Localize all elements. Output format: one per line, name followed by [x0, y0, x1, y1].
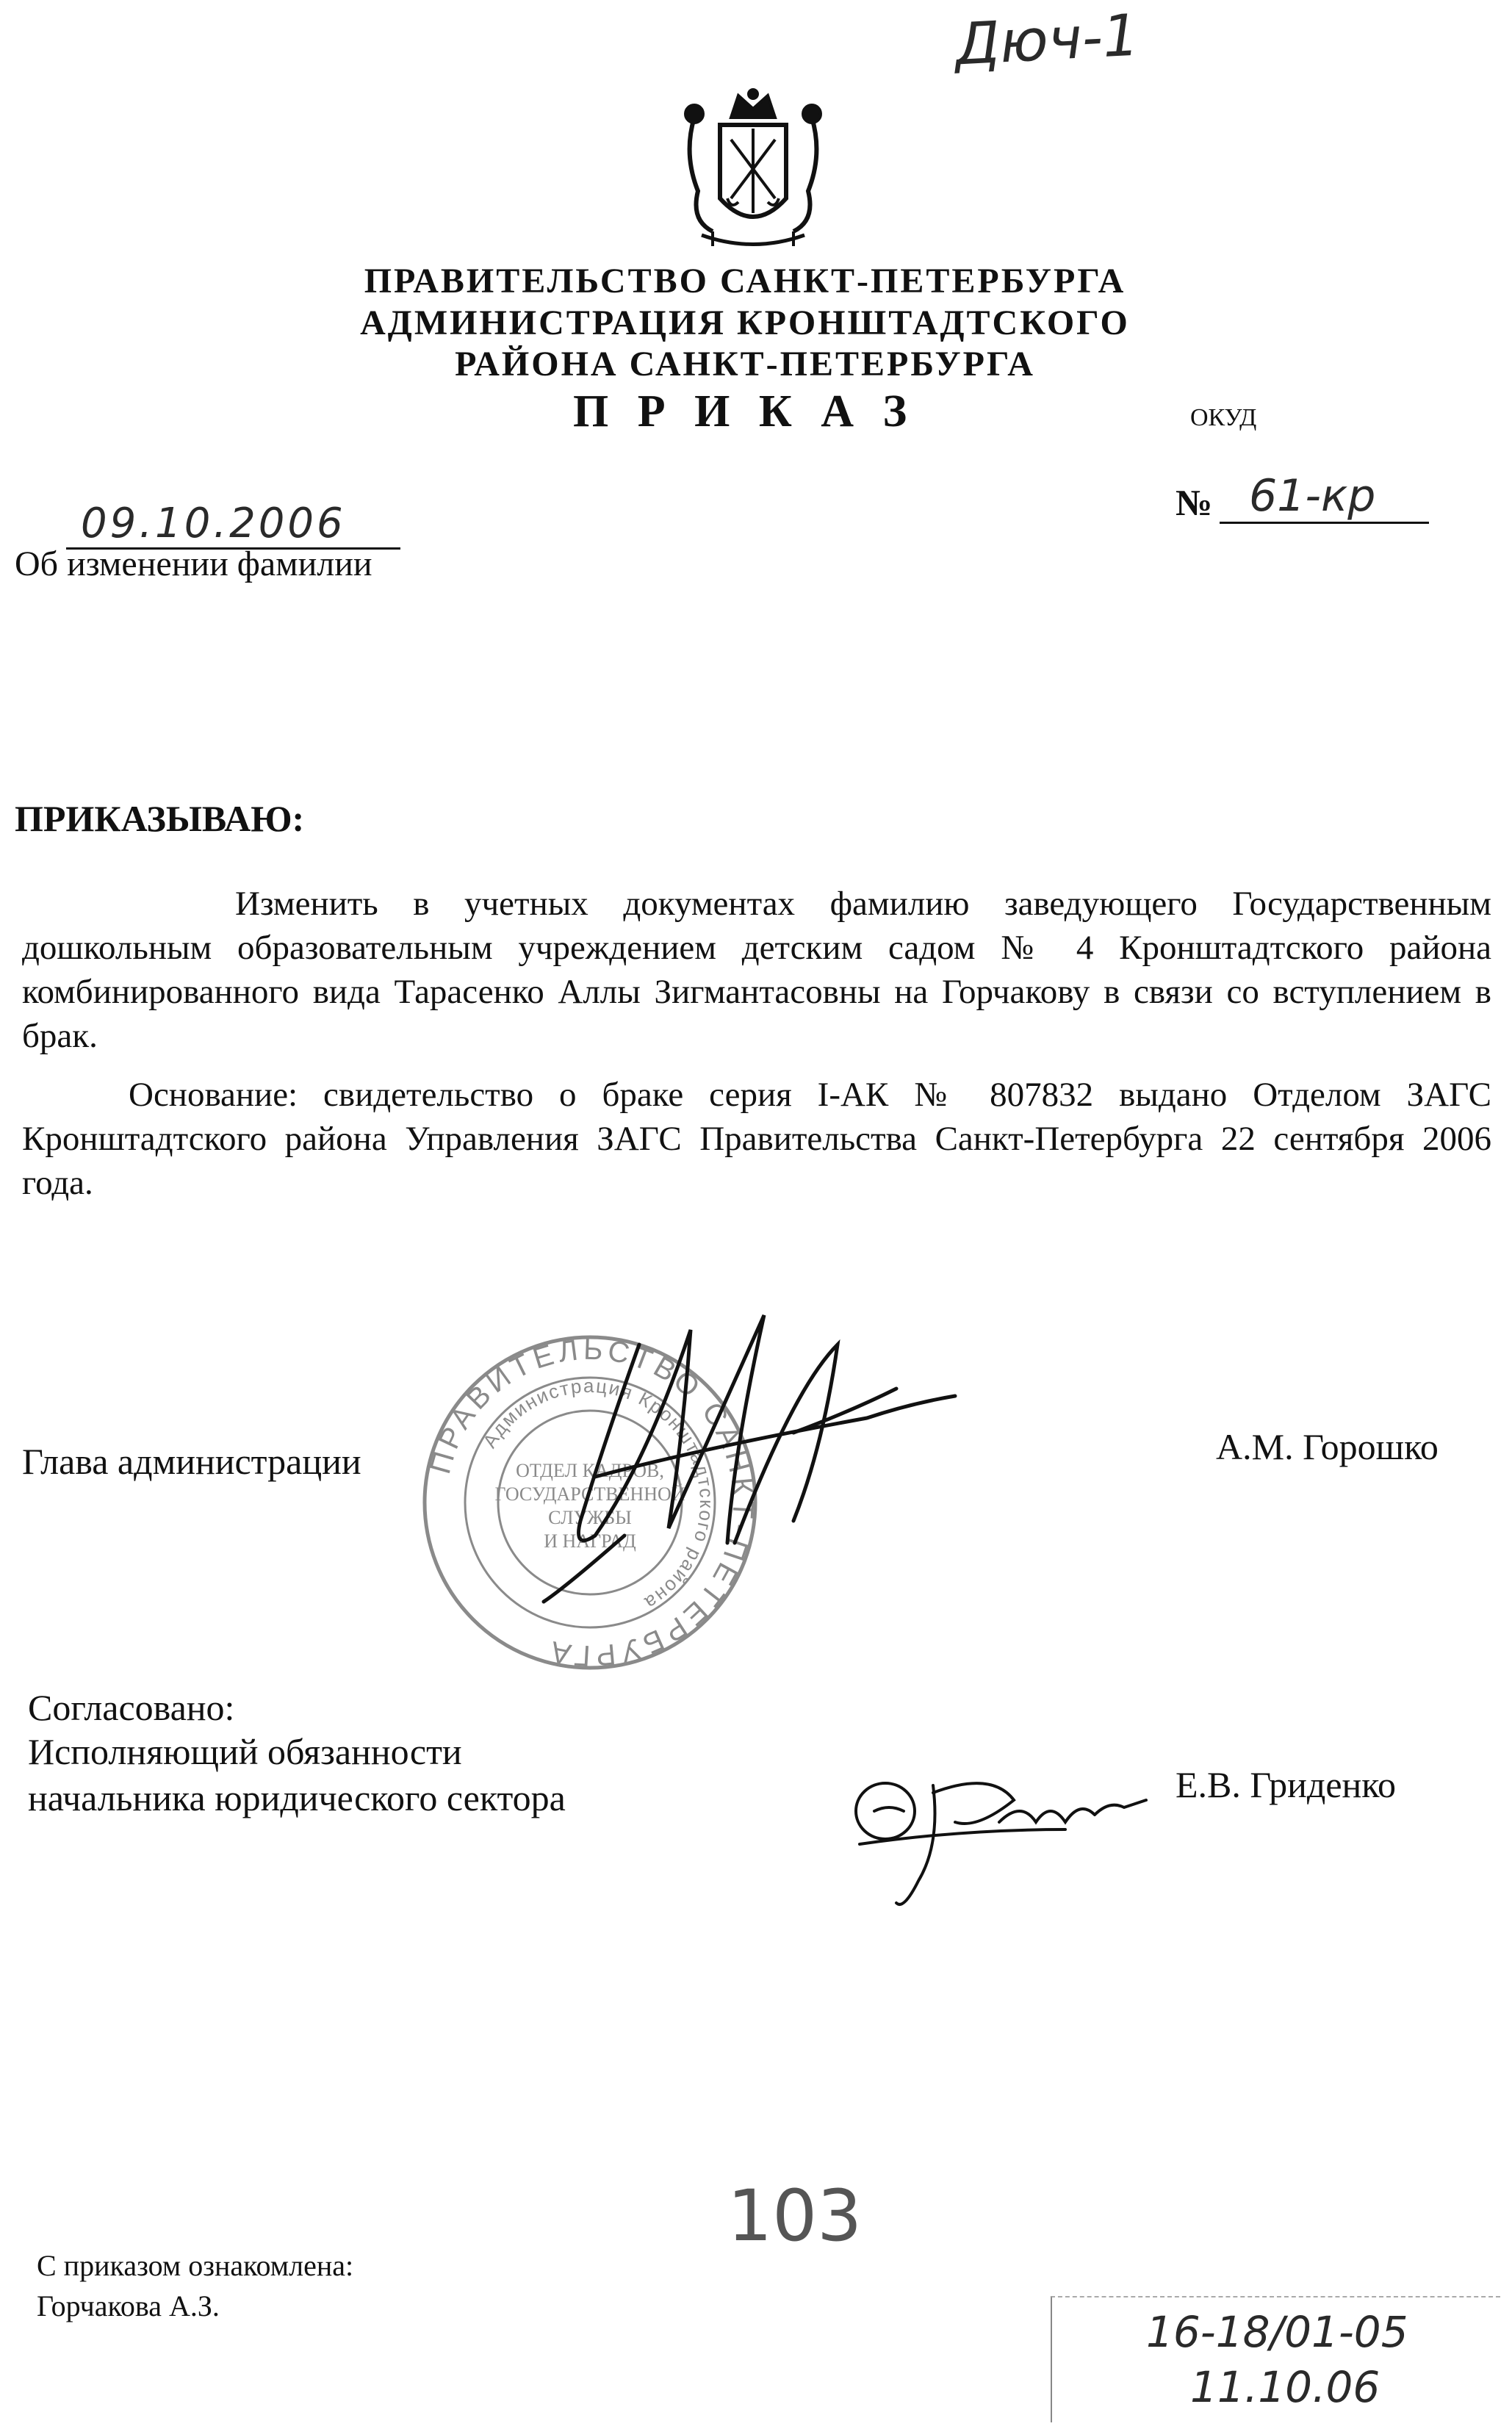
header-district: РАЙОНА САНКТ-ПЕТЕРБУРГА	[455, 345, 1035, 384]
body-paragraph-2: Основание: свидетельство о браке серия I-АК № 807832 выдано Отделом ЗАГС Кронштадтского района Управления ЗАГС Правительства Санкт-Петербурга 22 сентября 2006 года.	[22, 1076, 1491, 1202]
registration-date: 11.10.06	[1190, 2362, 1380, 2412]
stamp-outer-text: ПРАВИТЕЛЬСТВО САНКТ-ПЕТЕРБУРГА	[424, 1333, 760, 1672]
stamp-center-line-4: И НАГРАД	[544, 1530, 636, 1552]
head-signature	[514, 1300, 984, 1609]
agreed-title-line-2: начальника юридического сектора	[28, 1777, 566, 1818]
agreed-name: Е.В. Гриденко	[1176, 1764, 1397, 1805]
stamp-center-line-3: СЛУЖБЫ	[548, 1507, 632, 1528]
stamp-inner-ring-text: Администрация Кронштадтского района	[478, 1374, 719, 1615]
agreed-label: Согласовано:	[28, 1687, 235, 1728]
document-type-title: П Р И К А З	[573, 386, 916, 436]
registration-number: 16-18/01-05	[1146, 2307, 1408, 2357]
body-paragraph-1: Изменить в учетных документах фамилию заведующего Государственным дошкольным образовательным учреждением детским садом № 4 Кронштадтского района комбинированного вида Тарасенко Аллы Зигмантасовны на Горчакову в связи со вступлением в брак.	[22, 885, 1491, 1055]
stamp-center-line-1: ОТДЕЛ КАДРОВ,	[516, 1460, 664, 1481]
okud-label: ОКУД	[1190, 404, 1257, 431]
order-subject: Об изменении фамилии	[15, 544, 372, 583]
order-number: 61-кр	[1249, 470, 1376, 522]
order-date: 09.10.2006	[81, 500, 346, 547]
command-heading: ПРИКАЗЫВАЮ:	[15, 798, 305, 839]
header-administration: АДМИНИСТРАЦИЯ КРОНШТАДТСКОГО	[360, 303, 1130, 342]
number-underline	[1220, 522, 1429, 524]
head-name: А.М. Горошко	[1216, 1426, 1439, 1467]
stamp-center-line-2: ГОСУДАРСТВЕННОЙ	[494, 1483, 685, 1505]
corner-handwritten-note: Дюч-1	[953, 2, 1141, 79]
number-sign: №	[1176, 482, 1213, 523]
page-number-handwritten: 103	[727, 2175, 863, 2257]
acknowledgement-line-2: Горчакова А.З.	[37, 2289, 220, 2322]
agreed-title-line-1: Исполняющий обязанности	[28, 1731, 462, 1772]
acknowledgement-line-1: С приказом ознакомлена:	[37, 2249, 354, 2282]
agreed-signature	[845, 1756, 1153, 1918]
head-title: Глава администрации	[22, 1441, 361, 1482]
coat-of-arms-emblem	[669, 88, 838, 250]
header-government: ПРАВИТЕЛЬСТВО САНКТ-ПЕТЕРБУРГА	[364, 262, 1126, 301]
